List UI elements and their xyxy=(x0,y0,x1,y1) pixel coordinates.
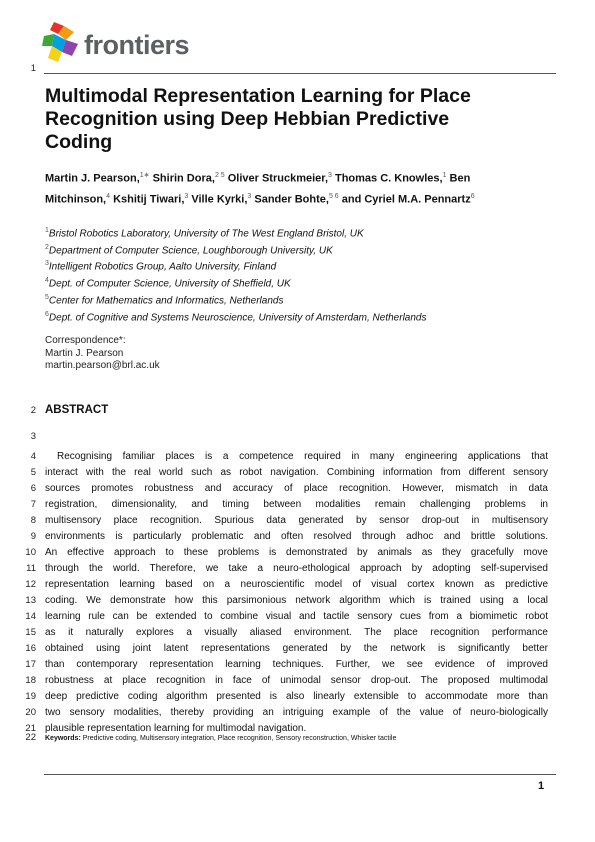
author-affiliation-marker: 3 xyxy=(328,172,332,179)
abstract-line: registration, dimensionality, and timing between modalities remain challenging problems in xyxy=(45,499,548,510)
line-number: 20 xyxy=(25,707,36,718)
affiliation-number: 5 xyxy=(45,293,49,301)
author-affiliation-marker: 5 6 xyxy=(328,192,339,200)
abstract-line: representation learning based on a neuroscientific model of visual cortex known as predictive xyxy=(45,579,548,590)
abstract-line: interact with the real world such as robot navigation. Combining information from different sensory xyxy=(45,467,548,478)
affiliation-item xyxy=(45,224,485,241)
affiliation-number: 4 xyxy=(45,277,49,285)
author-affiliation-marker: 3 xyxy=(247,192,252,200)
affiliation-text: Department of Computer Science, Loughborough University, UK xyxy=(48,245,333,257)
affiliation-item xyxy=(45,257,485,274)
abstract-line: coding. We demonstrate how this parsimonious network algorithm which is trained using a local xyxy=(45,595,548,606)
author-name: Sander Bohte, xyxy=(251,193,329,206)
line-number: 18 xyxy=(25,675,36,686)
line-number: 8 xyxy=(30,515,36,526)
author-affiliation-marker: 3 xyxy=(184,192,189,200)
affiliation-text: Center for Mathematics and Informatics, Netherlands xyxy=(48,295,284,307)
header-rule xyxy=(44,73,556,74)
keywords-label: Keywords: xyxy=(45,735,81,742)
author-name: Ville Kyrki, xyxy=(188,193,248,206)
line-number: 1 xyxy=(30,63,36,74)
affiliation-item xyxy=(45,291,485,308)
line-number: 12 xyxy=(25,579,36,590)
author-name: and Cyriel M.A. Pennartz xyxy=(338,193,471,206)
author-affiliation-marker: 6 xyxy=(470,192,475,200)
line-number: 2 xyxy=(30,405,36,416)
affiliation-item xyxy=(45,274,485,291)
abstract-line: plausible representation learning for multimodal navigation. xyxy=(45,723,307,734)
abstract-line: obtained using joint latent representations generated by the network is significantly better xyxy=(45,643,548,654)
abstract-line: as it naturally explores a visually aliased environment. The place recognition performance xyxy=(45,627,548,638)
affiliation-number: 2 xyxy=(45,243,49,251)
abstract-line: Recognising familiar places is a competence required in many engineering applications that xyxy=(57,451,548,462)
abstract-line: robustness at place recognition in face of unimodal sensor drop-out. The proposed multimodal xyxy=(45,675,548,686)
abstract-heading: ABSTRACT xyxy=(45,404,109,416)
correspondence-label: Correspondence*: xyxy=(45,335,126,346)
paper-title: Multimodal Representation Learning for Place Recognition using Deep Hebbian Predictive Coding xyxy=(45,85,471,153)
abstract-line: An effective approach to these problems is demonstrated by animals as they gracefully move xyxy=(45,547,548,558)
correspondence-name: Martin J. Pearson xyxy=(45,347,124,359)
author-affiliation-marker: 4 xyxy=(106,192,111,200)
author-name: Ben Mitchinson, xyxy=(45,172,471,206)
affiliation-list xyxy=(45,224,485,324)
line-number: 4 xyxy=(30,451,36,462)
author-affiliation-marker: 1 xyxy=(442,172,447,179)
page-number: 1 xyxy=(538,780,545,792)
abstract-line: environments is particularly problematic and often resolved through adhoc and brittle solutions. xyxy=(45,531,548,542)
line-number: 19 xyxy=(25,691,36,702)
author-name: Shirin Dora, xyxy=(149,172,215,185)
author-name: Thomas C. Knowles, xyxy=(331,172,443,185)
abstract-line: through the world. Therefore, we take a neuro-ethological approach by adopting self-supervised xyxy=(45,563,548,574)
author-name: Martin J. Pearson, xyxy=(45,172,140,185)
abstract-line: two sensory modalities, thereby providing an intriguing example of the value of neuro-biologically xyxy=(45,707,548,718)
line-number: 16 xyxy=(25,643,36,654)
line-number: 14 xyxy=(25,611,36,622)
line-number: 7 xyxy=(30,499,36,510)
author-affiliation-marker: 1∗ xyxy=(139,172,150,179)
line-number: 9 xyxy=(30,531,36,542)
author-name: Oliver Struckmeier, xyxy=(224,172,329,185)
footer-rule xyxy=(44,774,556,775)
affiliation-number: 1 xyxy=(45,227,49,234)
line-number: 13 xyxy=(25,595,36,606)
correspondence-block xyxy=(45,335,160,373)
line-number: 17 xyxy=(25,659,36,670)
keywords xyxy=(45,735,396,742)
affiliation-text: Dept. of Computer Science, University of Sheffield, UK xyxy=(48,278,291,290)
affiliation-text: Bristol Robotics Laboratory, University of The West England Bristol, UK xyxy=(48,228,364,240)
brand-name[interactable]: frontiers xyxy=(84,30,190,60)
keywords-text: Predictive coding, Multisensory integration, Place recognition, Sensory reconstruction, Whisker tactile xyxy=(82,735,397,742)
affiliation-text: Intelligent Robotics Group, Aalto University, Finland xyxy=(48,261,277,273)
abstract-line: multisensory place recognition. Spurious data generated by sensor drop-out in multisensory xyxy=(45,515,548,526)
line-number: 15 xyxy=(25,627,36,638)
line-number: 6 xyxy=(30,483,36,494)
line-number: 5 xyxy=(30,467,36,478)
affiliation-item xyxy=(45,241,485,258)
affiliation-number: 3 xyxy=(45,260,49,268)
line-number: 3 xyxy=(30,431,36,442)
author-affiliation-marker: 2 5 xyxy=(214,172,225,179)
abstract-line: sources promotes robustness and accuracy of place recognition. However, mismatch in data xyxy=(45,483,548,494)
author-list xyxy=(45,167,475,208)
abstract-line: learning rule can be extended to combine visual and tactile sensory cues from a biomimetic robot xyxy=(45,611,548,622)
frontiers-logo-icon xyxy=(40,22,80,64)
affiliation-number: 6 xyxy=(45,310,49,318)
abstract-line: than contemporary representation learning techniques. Further, we see evidence of improved xyxy=(45,659,548,670)
affiliation-text: Dept. of Cognitive and Systems Neuroscience, University of Amsterdam, Netherlands xyxy=(48,312,427,323)
correspondence-email[interactable]: martin.pearson@brl.ac.uk xyxy=(45,360,160,371)
line-number: 11 xyxy=(26,563,36,574)
line-number: 10 xyxy=(25,547,36,558)
line-number: 21 xyxy=(25,723,36,734)
abstract-line: deep predictive coding algorithm presented is also linearly extensible to accommodate more than xyxy=(45,691,548,702)
affiliation-item xyxy=(45,308,485,325)
line-number: 22 xyxy=(25,732,36,743)
author-name: Kshitij Tiwari, xyxy=(110,193,185,206)
